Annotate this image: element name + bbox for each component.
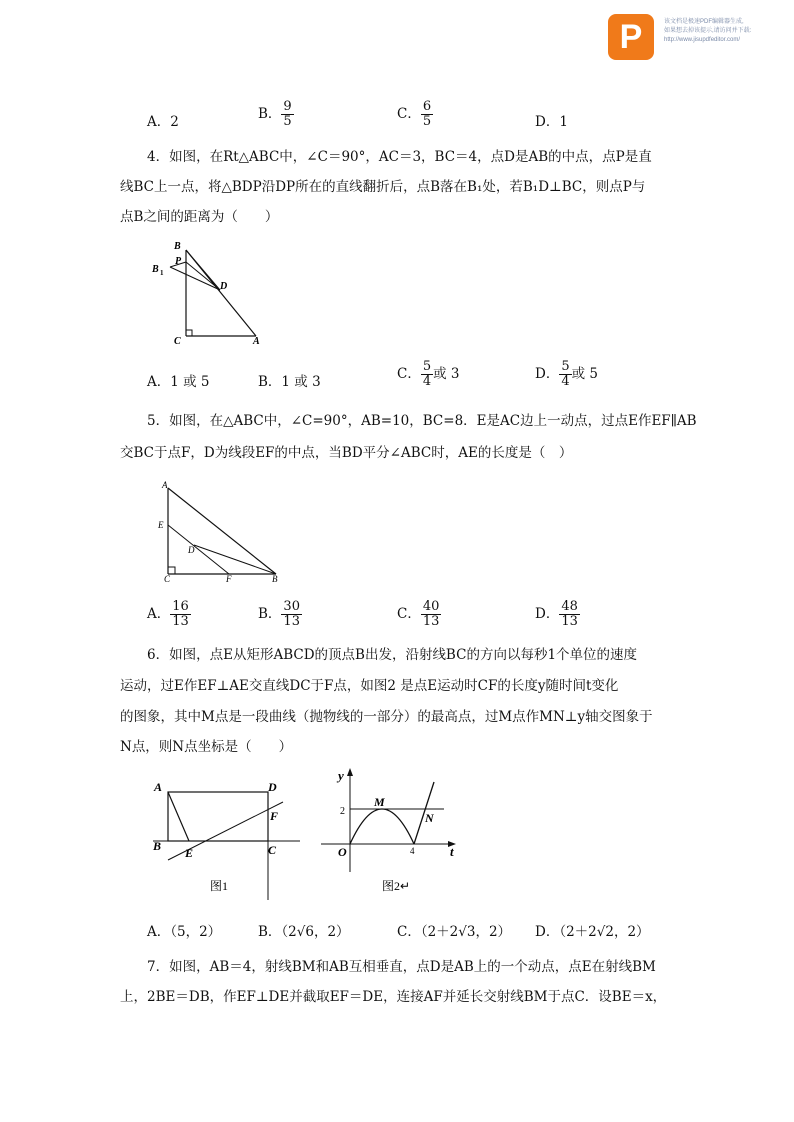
- q4-text-line: 点B之间的距离为（ ）: [120, 209, 279, 225]
- fraction: [421, 360, 433, 389]
- q3-option-c: [397, 100, 433, 129]
- label-o: O: [338, 845, 347, 859]
- label-p: P: [175, 256, 182, 267]
- axis-t-label: t: [450, 844, 454, 859]
- label-b1: B: [152, 264, 159, 275]
- q5-figure: [150, 478, 290, 586]
- numerator: 5: [422, 359, 432, 374]
- fraction: [421, 100, 433, 129]
- label-n: N: [425, 811, 434, 825]
- editor-notice: [664, 18, 788, 45]
- option-suffix: 或 3: [433, 366, 460, 382]
- q6-text-line: 6．如图，点E从矩形ABCD的顶点B出发，沿射线BC的方向以每秒1个单位的速度: [147, 647, 638, 663]
- option-label: C．: [397, 366, 421, 382]
- label-c: C: [268, 843, 277, 857]
- q5-option-b: [258, 600, 302, 629]
- q6-option-a: A．（5，2）: [147, 924, 222, 940]
- q6-text-line: 运动，过E作EF⊥AE交直线DC于F点，如图2 是点E运动时CF的长度y随时间t变化: [120, 678, 619, 694]
- figure-caption: 图1: [210, 879, 229, 893]
- q4-option-d: [535, 360, 598, 389]
- denominator: 4: [422, 374, 432, 389]
- fraction: [559, 600, 580, 629]
- q5-text-line: 5．如图，在△ABC中，∠C=90°，AB=10，BC=8．E是AC边上一动点，过点E作EF∥AB: [147, 413, 697, 429]
- q4-text-line: 4．如图，在Rt△ABC中，∠C＝90°，AC＝3，BC＝4，点D是AB的中点，点P是直: [147, 149, 652, 165]
- denominator: 13: [561, 614, 578, 629]
- fraction: [170, 600, 191, 629]
- option-label: D．: [535, 366, 560, 382]
- q6-figure-2: [316, 762, 466, 897]
- q4-option-a: A．1 或 5: [147, 374, 210, 390]
- q4-option-b: B．1 或 3: [258, 374, 321, 390]
- tick-label-2: 2: [340, 806, 345, 817]
- option-label: D．: [535, 606, 560, 622]
- numerator: 30: [283, 599, 300, 614]
- q3-option-b: [258, 100, 294, 129]
- label-a: A: [154, 780, 163, 794]
- label-f: F: [270, 809, 279, 823]
- label-b: B: [153, 839, 162, 853]
- q6-option-c: C．（2＋2√3，2）: [397, 924, 512, 940]
- label-m: M: [374, 795, 385, 809]
- denominator: 4: [561, 374, 570, 389]
- label-a: A: [162, 480, 168, 490]
- q7-text-line: 7．如图，AB＝4，射线BM和AB互相垂直，点D是AB上的一个动点，点E在射线BM: [147, 959, 656, 975]
- pdf-editor-logo: [608, 14, 654, 60]
- q6-text-line: N点，则N点坐标是（ ）: [120, 739, 293, 755]
- option-label: C．: [397, 106, 421, 122]
- option-label: A．: [147, 606, 171, 622]
- label-e: E: [185, 846, 194, 860]
- fraction: [421, 600, 442, 629]
- q4-figure: [140, 236, 280, 348]
- logo-letter: P: [619, 18, 643, 56]
- numerator: 9: [283, 99, 292, 114]
- denominator: 5: [422, 114, 432, 129]
- option-suffix: 或 5: [571, 366, 598, 382]
- label-b: B: [272, 574, 278, 584]
- fraction: [559, 360, 571, 389]
- label-e: E: [158, 520, 164, 530]
- q3-option-a: A．2: [147, 114, 179, 130]
- numerator: 16: [172, 599, 189, 614]
- q5-option-a: [147, 600, 191, 629]
- q5-option-c: [397, 600, 441, 629]
- q3-option-d: D．1: [535, 114, 568, 130]
- notice-line: 该文档是极速PDF编辑器生成,: [664, 19, 744, 25]
- label-b1-subscript: 1: [160, 269, 164, 277]
- denominator: 5: [283, 114, 292, 129]
- label-d: D: [188, 545, 195, 555]
- numerator: 6: [422, 99, 432, 114]
- q7-text-line: 上，2BE＝DB，作EF⊥DE并截取EF＝DE，连接AF并延长交射线BM于点C．设BE＝x，: [120, 989, 667, 1005]
- label-c: C: [174, 336, 181, 347]
- option-label: B．: [258, 106, 282, 122]
- label-f: F: [226, 574, 232, 584]
- q6-text-line: 的图象，其中M点是一段曲线（抛物线的一部分）的最高点，过M点作MN⊥y轴交图象于: [120, 709, 653, 725]
- numerator: 40: [422, 599, 440, 614]
- label-b: B: [174, 241, 181, 252]
- axis-y-label: y: [338, 768, 344, 783]
- q5-text-line: 交BC于点F，D为线段EF的中点，当BD平分∠ABC时，AE的长度是（ ）: [120, 445, 573, 461]
- fraction: [281, 100, 293, 129]
- q6-figure-1: [148, 772, 308, 902]
- label-d: D: [220, 281, 228, 292]
- q5-option-d: [535, 600, 580, 629]
- option-label: B．: [258, 606, 282, 622]
- denominator: 13: [422, 614, 440, 629]
- figure-caption: 图2↵: [382, 879, 411, 893]
- q4-option-c: [397, 360, 460, 389]
- numerator: 5: [561, 359, 570, 374]
- fraction: [281, 600, 302, 629]
- denominator: 13: [172, 614, 189, 629]
- q6-option-d: D．（2＋2√2，2）: [535, 924, 650, 940]
- label-c: C: [164, 574, 171, 584]
- label-a: A: [253, 336, 260, 347]
- q4-text-line: 线BC上一点，将△BDP沿DP所在的直线翻折后，点B落在B₁处，若B₁D⊥BC，则点P与: [120, 179, 646, 195]
- label-d: D: [268, 780, 277, 794]
- option-label: C．: [397, 606, 421, 622]
- tick-label-4: 4: [410, 846, 415, 856]
- notice-line: 如果想去掉该提示,请访问并下载:: [664, 28, 752, 34]
- q6-option-b: B．（2√6，2）: [258, 924, 350, 940]
- denominator: 13: [283, 614, 300, 629]
- numerator: 48: [561, 599, 578, 614]
- notice-line: http://www.jisupdfeditor.com/: [664, 37, 741, 43]
